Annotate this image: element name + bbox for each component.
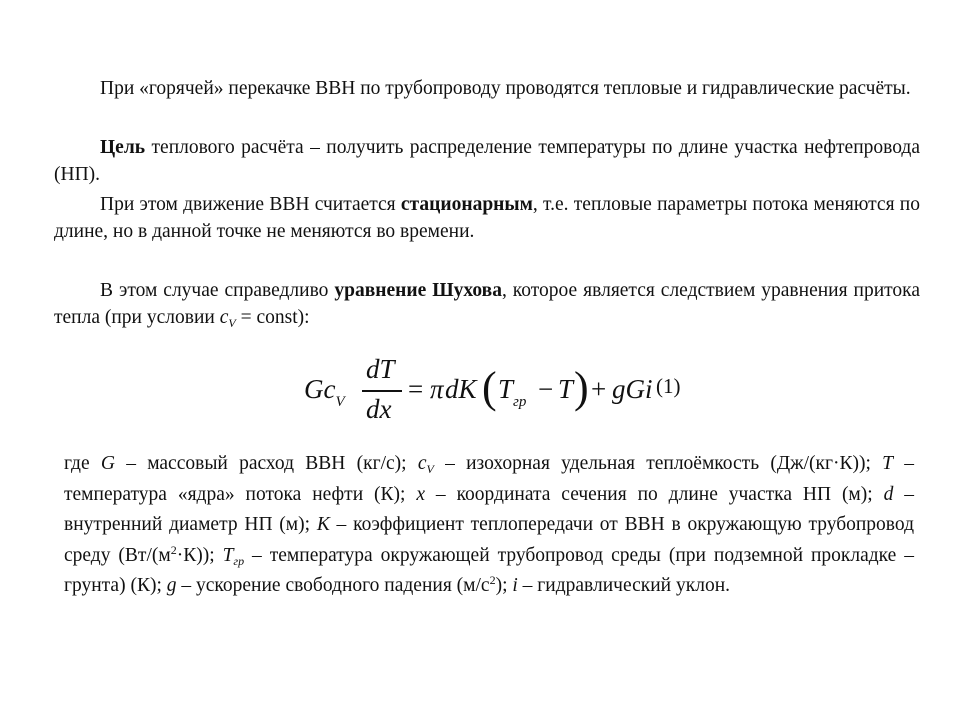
intro-paragraph: При «горячей» перекачке ВВН по трубопроводу проводятся тепловые и гидравлические расчёты. xyxy=(100,78,911,99)
equation-number: (1) xyxy=(656,374,681,398)
formula-minus: − xyxy=(538,374,554,404)
formula-denominator: dx xyxy=(366,394,392,424)
formula-dk: dK xyxy=(445,374,477,404)
formula-lhs: $Gc_V$ xyxy=(304,374,345,410)
goal-paragraph: Цель теплового расчёта – получить распределение температуры по длине участка нефтепровода (НП). xyxy=(54,137,920,185)
shukhov-paragraph: В этом случае справедливо уравнение Шухова, которое является следствием уравнения притока тепла (при условии $c_V$ = const): xyxy=(54,280,921,330)
goal-bold: Цель xyxy=(100,137,146,158)
formula-ggi: gGi xyxy=(612,374,653,404)
formula-t-gr: $T_{гр}$ xyxy=(498,374,527,410)
shukhov-bold: уравнение Шухова xyxy=(334,280,502,301)
formula-numerator: dT xyxy=(366,354,395,384)
variable-definitions: где G – массовый расход ВВН (кг/с); $c_V$ – изохорная удельная теплоёмкость (Дж/(кг·К)); T – температура «ядра» потока нефти (К); x – координата сечения по длине участка НП (м); d – внутренний диаметр НП (м); К – коэффициент теплопередачи от ВВН в окружающую трубопровод среду $(Вт/(м^2\cdot К))$; $T_{гр}$ – температура окружающей трубопровод среды (при подземной прокладке – грунта) (К); g – ускорение свободного падения $(м/с^2)$; i – гидравлический уклон. xyxy=(64,453,915,596)
formula-pi: π xyxy=(430,374,444,404)
stationary-paragraph: При этом движение ВВН считается стационарным, т.е. тепловые параметры потока меняются по длине, но в данной точке не меняются во времени. xyxy=(54,194,920,242)
fraction-bar xyxy=(362,390,402,392)
formula-left-paren: ( xyxy=(482,363,497,412)
stationary-bold: стационарным xyxy=(400,194,533,215)
formula-right-paren: ) xyxy=(574,363,589,412)
formula-equals: = xyxy=(408,374,424,404)
formula-plus: + xyxy=(591,374,607,404)
formula-t: T xyxy=(558,374,574,404)
